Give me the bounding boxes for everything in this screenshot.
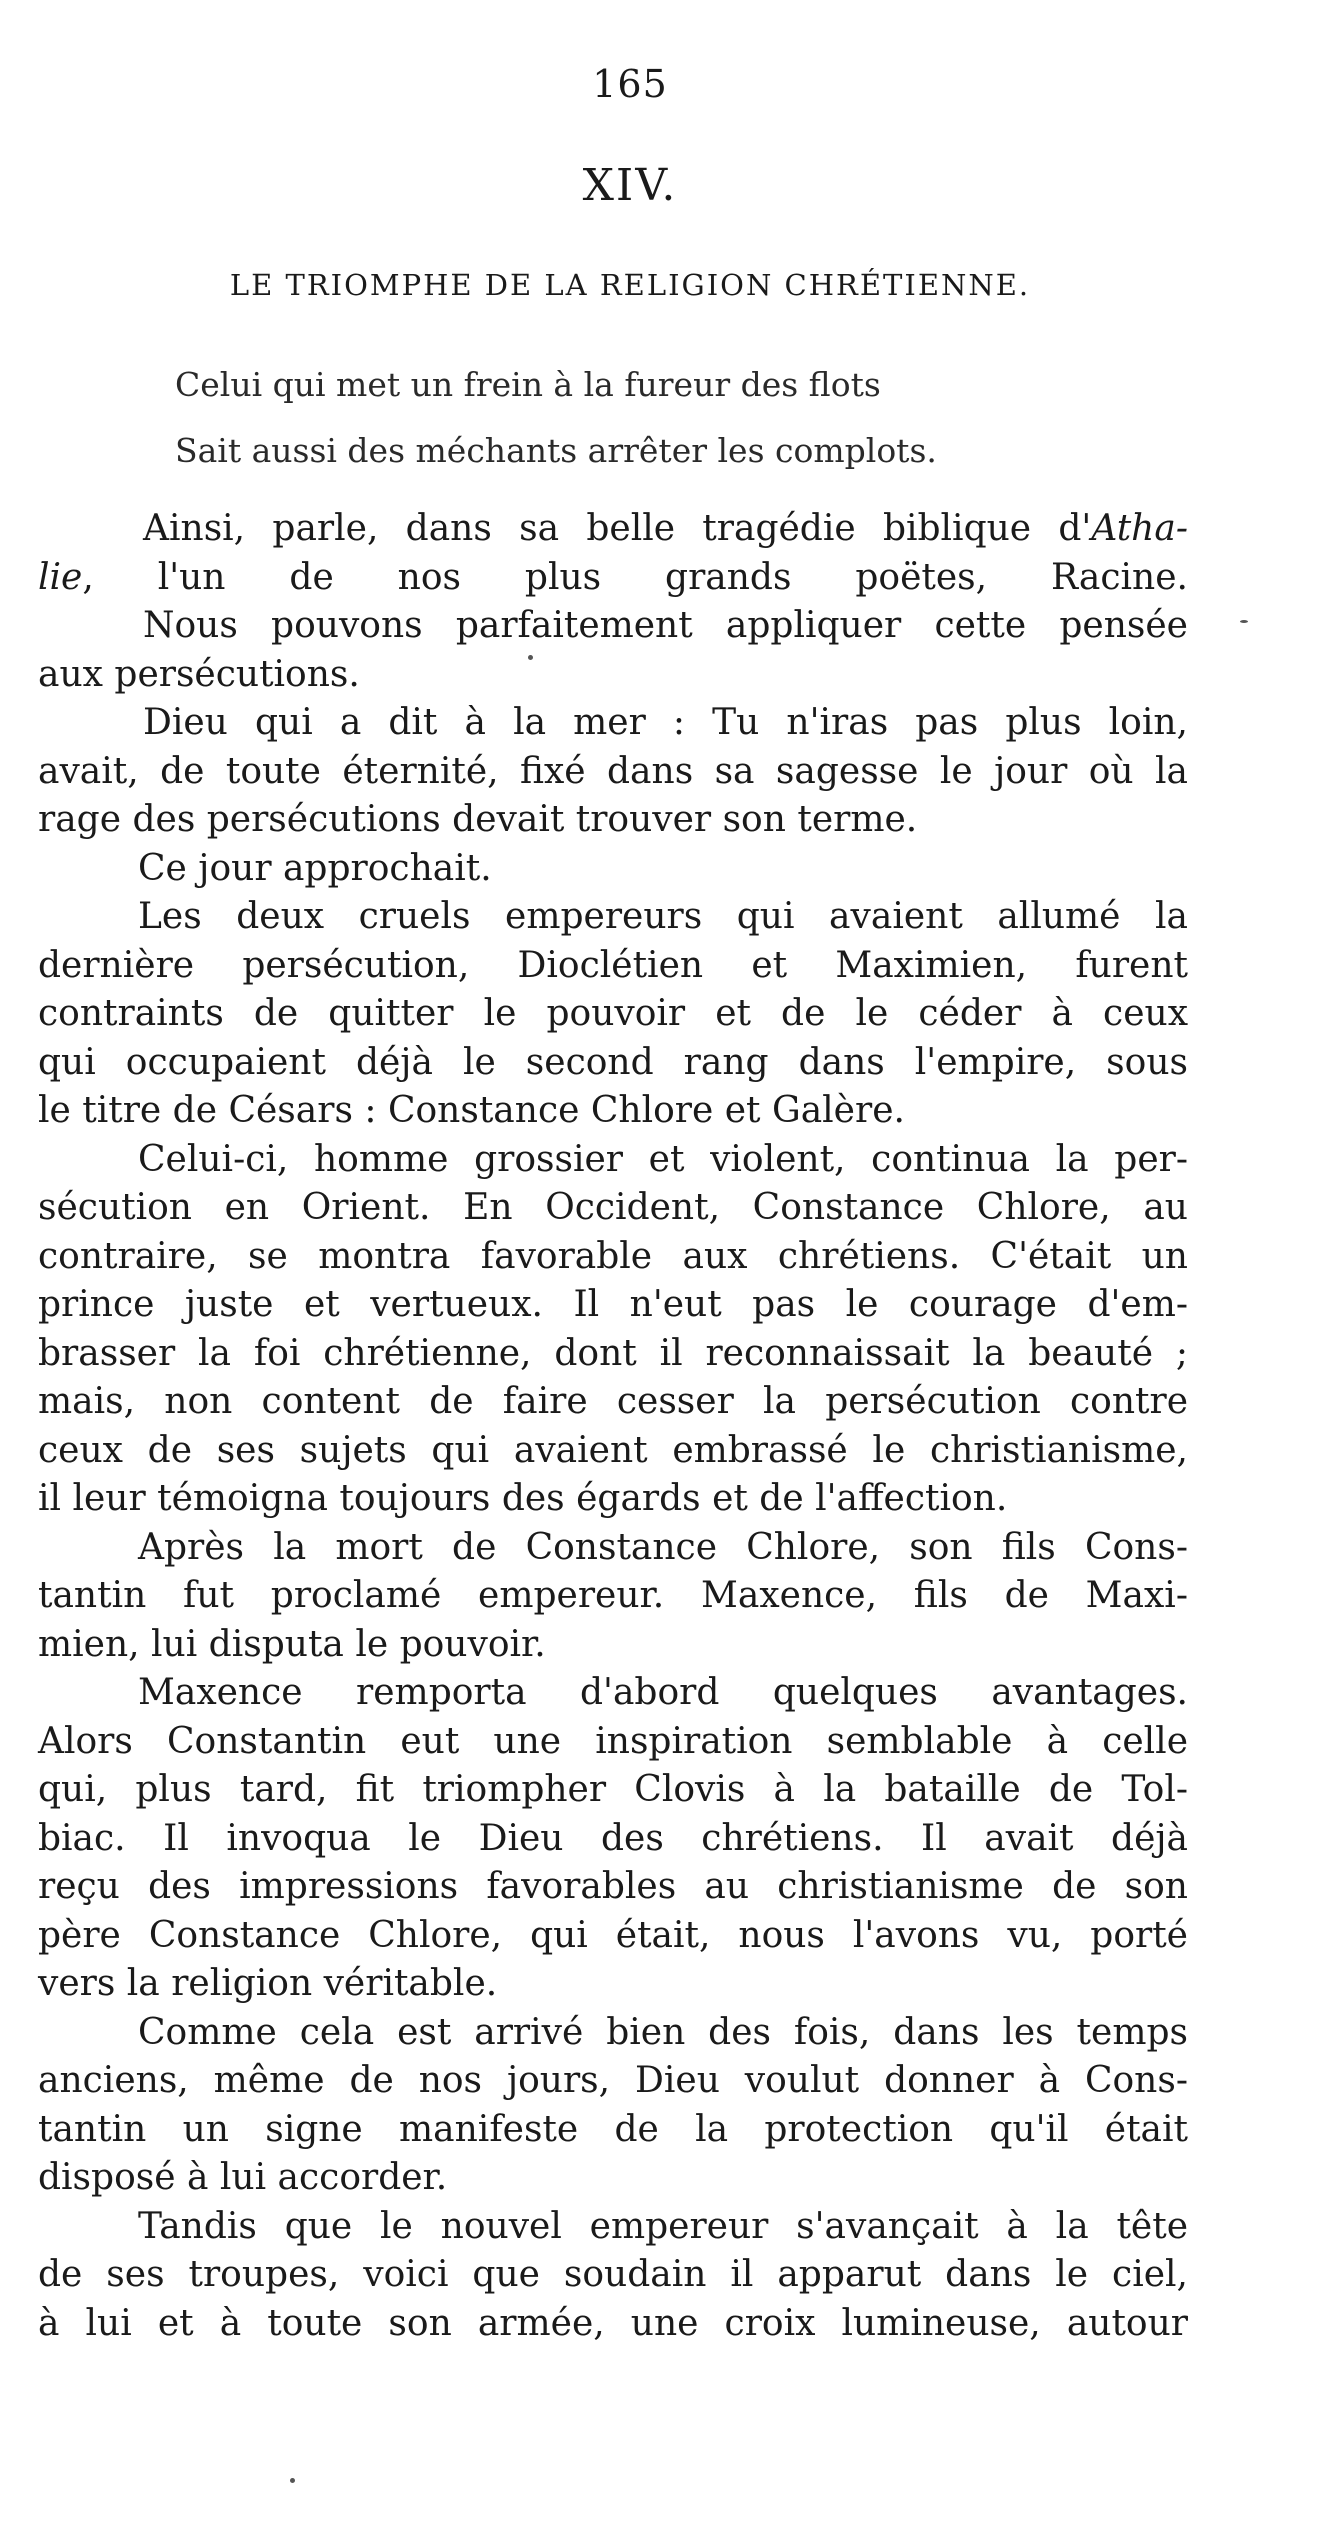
text-line: brasser la foi chrétienne, dont il reconnaissait la beauté ; (38, 1332, 1188, 1374)
print-speck (528, 655, 533, 660)
text-line: avait, de toute éternité, fixé dans sa sagesse le jour où la (38, 750, 1188, 792)
text-line: tantin un signe manifeste de la protection qu'il était (38, 2108, 1188, 2150)
print-speck (290, 2478, 295, 2483)
text-line: mien, lui disputa le pouvoir. (38, 1623, 546, 1665)
chapter-number: XIV. (582, 160, 678, 211)
epigraph (175, 352, 1075, 484)
text-line: contraire, se montra favorable aux chrétiens. C'était un (38, 1235, 1188, 1277)
text-line: il leur témoigna toujours des égards et de l'affection. (38, 1478, 1008, 1519)
text-line: père Constance Chlore, qui était, nous l'avons vu, porté (38, 1914, 1188, 1956)
epigraph-line: Sait aussi des méchants arrêter les complots. (175, 431, 937, 470)
text-line: sécution en Orient. En Occident, Constance Chlore, au (38, 1187, 1188, 1228)
text-line: prince juste et vertueux. Il n'eut pas le courage d'em- (38, 1284, 1188, 1325)
text-line: anciens, même de nos jours, Dieu voulut donner à Cons- (38, 2060, 1188, 2101)
text-line: Celui-ci, homme grossier et violent, continua la per- (138, 1138, 1188, 1180)
text-line: Comme cela est arrivé bien des fois, dans les temps (138, 2011, 1188, 2053)
text-line: vers la religion véritable. (38, 1963, 498, 2004)
text-line: dernière persécution, Dioclétien et Maximien, furent (38, 944, 1188, 986)
text-line: Tandis que le nouvel empereur s'avançait à la tête (138, 2205, 1188, 2247)
text-line: qui, plus tard, fit triompher Clovis à la bataille de Tol- (38, 1769, 1188, 1810)
text-line: contraints de quitter le pouvoir et de le céder à ceux (38, 993, 1188, 1034)
text-line: biac. Il invoqua le Dieu des chrétiens. Il avait déjà (38, 1817, 1188, 1859)
chapter-title: LE TRIOMPHE DE LA RELIGION CHRÉTIENNE. (229, 268, 1031, 302)
text-line: Ce jour approchait. (138, 847, 492, 889)
text-line: Après la mort de Constance Chlore, son fils Cons- (138, 1526, 1188, 1568)
text-line: aux persécutions. (38, 653, 360, 695)
epigraph-line: Celui qui met un frein à la fureur des flots (175, 365, 881, 404)
text-line: rage des persécutions devait trouver son terme. (38, 799, 918, 840)
text-line: Alors Constantin eut une inspiration semblable à celle (38, 1720, 1188, 1762)
text-line: lie, l'un de nos plus grands poëtes, Racine. (38, 556, 1188, 598)
page-number: 165 (592, 62, 668, 106)
text-line: de ses troupes, voici que soudain il apparut dans le ciel, (38, 2254, 1188, 2295)
text-line: Les deux cruels empereurs qui avaient allumé la (138, 896, 1188, 937)
body-text (38, 505, 1188, 2348)
text-line: Maxence remporta d'abord quelques avantages. (138, 1672, 1188, 1713)
text-line: ceux de ses sujets qui avaient embrassé le christianisme, (38, 1429, 1188, 1471)
text-line: à lui et à toute son armée, une croix lumineuse, autour (38, 2302, 1188, 2344)
text-line: qui occupaient déjà le second rang dans l'empire, sous (38, 1041, 1188, 1083)
text-line: le titre de Césars : Constance Chlore et Galère. (38, 1090, 905, 1131)
text-line: tantin fut proclamé empereur. Maxence, fils de Maxi- (38, 1575, 1188, 1616)
print-speck (1240, 620, 1248, 623)
text-line: Ainsi, parle, dans sa belle tragédie biblique d'Atha- (143, 508, 1188, 549)
text-line: Dieu qui a dit à la mer : Tu n'iras pas plus loin, (143, 702, 1188, 743)
text-line: mais, non content de faire cesser la persécution contre (38, 1381, 1188, 1422)
text-line: Nous pouvons parfaitement appliquer cette pensée (143, 605, 1188, 646)
text-line: disposé à lui accorder. (38, 2157, 448, 2198)
text-line: reçu des impressions favorables au christianisme de son (38, 1866, 1188, 1907)
